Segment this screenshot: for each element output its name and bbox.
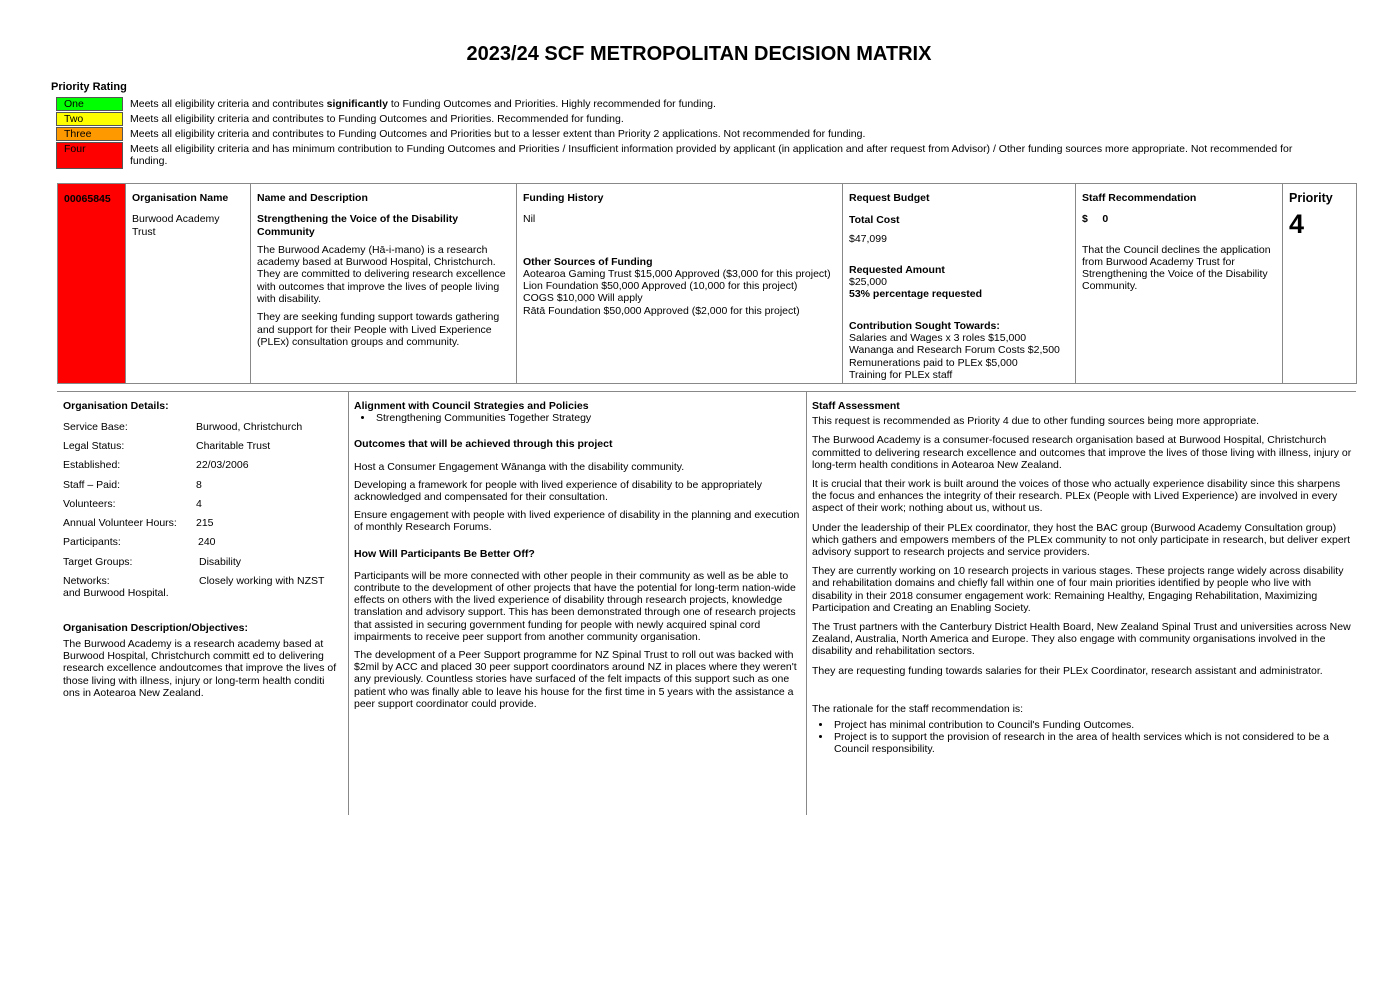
org-detail-label: Annual Volunteer Hours: bbox=[63, 517, 177, 529]
project-name: Strengthening the Voice of the Disability Community bbox=[257, 213, 459, 238]
org-detail-label: Participants: bbox=[63, 536, 121, 548]
org-detail-label: Service Base: bbox=[63, 421, 128, 433]
page-title: 2023/24 SCF METROPOLITAN DECISION MATRIX bbox=[466, 43, 932, 65]
priority-one-text: Meets all eligibility criteria and contributes significantly to Funding Outcomes and Priorities. Highly recommended for funding. bbox=[130, 98, 716, 110]
priority-one-swatch: One bbox=[56, 97, 123, 111]
alignment-list bbox=[354, 412, 802, 424]
org-detail-value: 8 bbox=[196, 479, 202, 491]
contribution-item: Wananga and Research Forum Costs $2,500 bbox=[849, 344, 1060, 357]
org-detail-label: Established: bbox=[63, 459, 121, 471]
staff-recommendation-text: That the Council declines the application from Burwood Academy Trust for Strengthening the Voice of the Disability Community. bbox=[1082, 243, 1271, 293]
staff-recommendation-cell bbox=[1075, 184, 1282, 383]
priority-three-swatch: Three bbox=[56, 127, 123, 141]
staff-assessment-paragraph: The Burwood Academy is a consumer-focused research organisation based at Burwood Hospital, Christchurch committed to delivering research excellence and outcomes that improve the lives of those living with illness, injury or long-term health conditions in Aotearoa New Zealand. bbox=[812, 434, 1352, 471]
org-detail-label: Volunteers: bbox=[63, 498, 116, 510]
name-description-header: Name and Description bbox=[257, 192, 368, 204]
percentage-requested: 53% percentage requested bbox=[849, 288, 983, 301]
org-detail-value: 215 bbox=[196, 517, 214, 529]
org-detail-value: 22/03/2006 bbox=[196, 459, 249, 471]
organisation-name-header: Organisation Name bbox=[132, 192, 229, 204]
request-budget-header: Request Budget bbox=[849, 192, 930, 204]
other-source-item: Lion Foundation $50,000 Approved (10,000 for this project) bbox=[523, 280, 798, 293]
application-id: 00065845 bbox=[64, 193, 111, 205]
staff-assessment-paragraph: They are requesting funding towards salaries for their PLEx Coordinator, research assistant and administrator. bbox=[812, 664, 1323, 677]
org-detail-value: Charitable Trust bbox=[196, 440, 271, 452]
requested-amount-value: $25,000 bbox=[849, 276, 887, 289]
priority-two-swatch: Two bbox=[56, 112, 123, 126]
rationale-item: • Project has minimal contribution to Council's Funding Outcomes. bbox=[832, 719, 1352, 731]
other-source-item: Aotearoa Gaming Trust $15,000 Approved ($3,000 for this project) bbox=[523, 267, 831, 280]
better-off-heading: How Will Participants Be Better Off? bbox=[354, 547, 535, 560]
org-detail-label: Staff – Paid: bbox=[63, 479, 121, 491]
priority-three-text: Meets all eligibility criteria and contributes to Funding Outcomes and Priorities but to a lesser extent than Priority 2 applications. Not recommended for funding. bbox=[130, 128, 866, 140]
priority-rating-heading: Priority Rating bbox=[51, 81, 127, 93]
better-off-paragraph: The development of a Peer Support programme for NZ Spinal Trust to roll out was backed with $2mil by ACC and placed 30 peer support coordinators around NZ in places where they weren't any previously. Countless stories have surfaced of the felt impacts of this support such as one patient who was finally able to leave his house for the first time in 5 years with the assistance a peer support coordinator could provide. bbox=[354, 649, 797, 710]
outcomes-heading: Outcomes that will be achieved through this project bbox=[354, 438, 613, 451]
rationale-item: • Project is to support the provision of research in the area of health services which is not considered to be a Council responsibility. bbox=[832, 731, 1352, 755]
org-detail-label: Networks: bbox=[63, 575, 110, 587]
priority-header: Priority bbox=[1289, 191, 1333, 205]
org-details-heading: Organisation Details: bbox=[63, 400, 169, 412]
organisation-name: Burwood Academy Trust bbox=[132, 213, 220, 238]
funding-history-header: Funding History bbox=[523, 192, 604, 204]
alignment-section bbox=[354, 400, 802, 710]
rationale-intro: The rationale for the staff recommendation is: bbox=[812, 702, 1024, 715]
rationale-list bbox=[812, 719, 1352, 756]
funding-history-value: Nil bbox=[523, 213, 536, 226]
total-cost-label: Total Cost bbox=[849, 214, 900, 227]
request-budget-cell bbox=[842, 184, 1075, 383]
column-divider bbox=[348, 392, 349, 815]
column-divider bbox=[806, 392, 807, 815]
contribution-label: Contribution Sought Towards: bbox=[849, 319, 1000, 332]
staff-assessment-paragraph: This request is recommended as Priority 4 due to other funding sources being more appropriate. bbox=[812, 415, 1260, 428]
priority-value: 4 bbox=[1289, 209, 1305, 240]
outcome-item: Host a Consumer Engagement Wānanga with the disability community. bbox=[354, 460, 685, 473]
org-detail-value: Disability bbox=[199, 556, 242, 568]
other-source-item: Rātā Foundation $50,000 Approved ($2,000 for this project) bbox=[523, 304, 800, 317]
application-id-cell bbox=[58, 184, 125, 383]
staff-assessment-paragraph: Under the leadership of their PLEx coordinator, they host the BAC group (Burwood Academy Consultation group) which gathers and empowers members of the PLEx community to not only participate in research, but deliver expert advisory support to research projects and service providers. bbox=[812, 521, 1351, 559]
application-summary-table bbox=[57, 183, 1357, 384]
alignment-heading: Alignment with Council Strategies and Policies bbox=[354, 400, 589, 412]
better-off-paragraph: Participants will be more connected with other people in their community as well as be able to contribute to the development of other projects that have the potential for long-term nation-wide effects on others with the lived experience of disability through research projects, knowledge translation and advisory support. This has been demonstrated through one of research projects that assisted in securing government funding for people with newly acquired spinal cord impairments to receive peer support from another community organisation. bbox=[354, 569, 796, 643]
org-detail-label: Legal Status: bbox=[63, 440, 125, 452]
outcome-item: Ensure engagement with people with lived experience of disability in the planning and execution of monthly Research Forums. bbox=[354, 509, 800, 534]
funding-history-cell bbox=[516, 184, 842, 383]
requested-amount-label: Requested Amount bbox=[849, 263, 945, 276]
org-description-text: The Burwood Academy is a research academy based at Burwood Hospital, Christchurch committ ed to delivering research excellence andoutcomes that improve the lives of those living with illness, injury or long-term health conditi ons in Aotearoa New Zealand. bbox=[63, 638, 337, 699]
org-detail-value: Closely working with NZST bbox=[199, 575, 325, 587]
org-detail-label: Target Groups: bbox=[63, 556, 133, 568]
org-detail-value: 4 bbox=[196, 498, 202, 510]
staff-assessment-paragraph: The Trust partners with the Canterbury District Health Board, New Zealand Spinal Trust and universities across New Zealand, Australia, North America and Europe. They also engage with community organisations involved in the disability and rehabilitation sectors. bbox=[812, 621, 1351, 658]
alignment-item: • Strengthening Communities Together Strategy bbox=[374, 412, 802, 424]
priority-four-swatch: Four bbox=[56, 142, 123, 169]
staff-assessment-paragraph: It is crucial that their work is built around the voices of those who actually experience disability since this sharpens the focus and enhances the integrity of their research. PLEx (People with Lived Experience) are involved in every aspect of their work; nothing about us, without us. bbox=[812, 478, 1341, 515]
total-cost-value: $47,099 bbox=[849, 232, 887, 245]
name-description-cell bbox=[250, 184, 516, 383]
staff-recommendation-amount: $ 0 bbox=[1082, 213, 1109, 226]
other-sources-header: Other Sources of Funding bbox=[523, 255, 653, 268]
outcome-item: Developing a framework for people with lived experience of disability to be appropriately acknowledged and compensated for their consultation. bbox=[354, 478, 762, 504]
org-description-heading: Organisation Description/Objectives: bbox=[63, 622, 248, 634]
project-description-1: The Burwood Academy (Hā-i-mano) is a research academy based at Burwood Hospital, Christchurch. They are committed to delivering research excellence with outcomes that improve the lives of people living with disability. bbox=[257, 243, 506, 306]
staff-recommendation-header: Staff Recommendation bbox=[1082, 192, 1197, 204]
organisation-name-cell bbox=[125, 184, 250, 383]
org-networks-continued: and Burwood Hospital. bbox=[63, 587, 169, 599]
priority-two-text: Meets all eligibility criteria and contributes to Funding Outcomes and Priorities. Recommended for funding. bbox=[130, 113, 624, 125]
org-detail-value: Burwood, Christchurch bbox=[196, 421, 303, 433]
section-divider bbox=[57, 391, 1356, 392]
staff-assessment-section bbox=[812, 400, 1352, 756]
contribution-item: Salaries and Wages x 3 roles $15,000 bbox=[849, 332, 1027, 345]
contribution-item: Training for PLEx staff bbox=[849, 368, 953, 381]
project-description-2: They are seeking funding support towards gathering and support for their People with Lived Experience (PLEx) consultation groups and community. bbox=[257, 311, 500, 348]
org-detail-value: 240 bbox=[198, 536, 216, 548]
other-source-item: COGS $10,000 Will apply bbox=[523, 292, 643, 305]
contribution-item: Remunerations paid to PLEx $5,000 bbox=[849, 356, 1018, 369]
priority-cell bbox=[1282, 184, 1356, 383]
staff-assessment-paragraph: They are currently working on 10 research projects in various stages. These projects range widely across disability and rehabilitation domains and chiefly fall within one of four main priorities identified by people who live with disability in their 2018 consumer engagement work: Remaining Healthy, Engaging Rehabilitation, Maximizing Participation and Creating an Enabling Society. bbox=[812, 565, 1344, 614]
priority-four-text: Meets all eligibility criteria and has minimum contribution to Funding Outcomes and Priorities / Insufficient information provided by applicant (in application and after request from Advisor) / Other funding sources more appropriate. Not recommended for funding. bbox=[130, 143, 1293, 167]
staff-assessment-heading: Staff Assessment bbox=[812, 400, 900, 412]
